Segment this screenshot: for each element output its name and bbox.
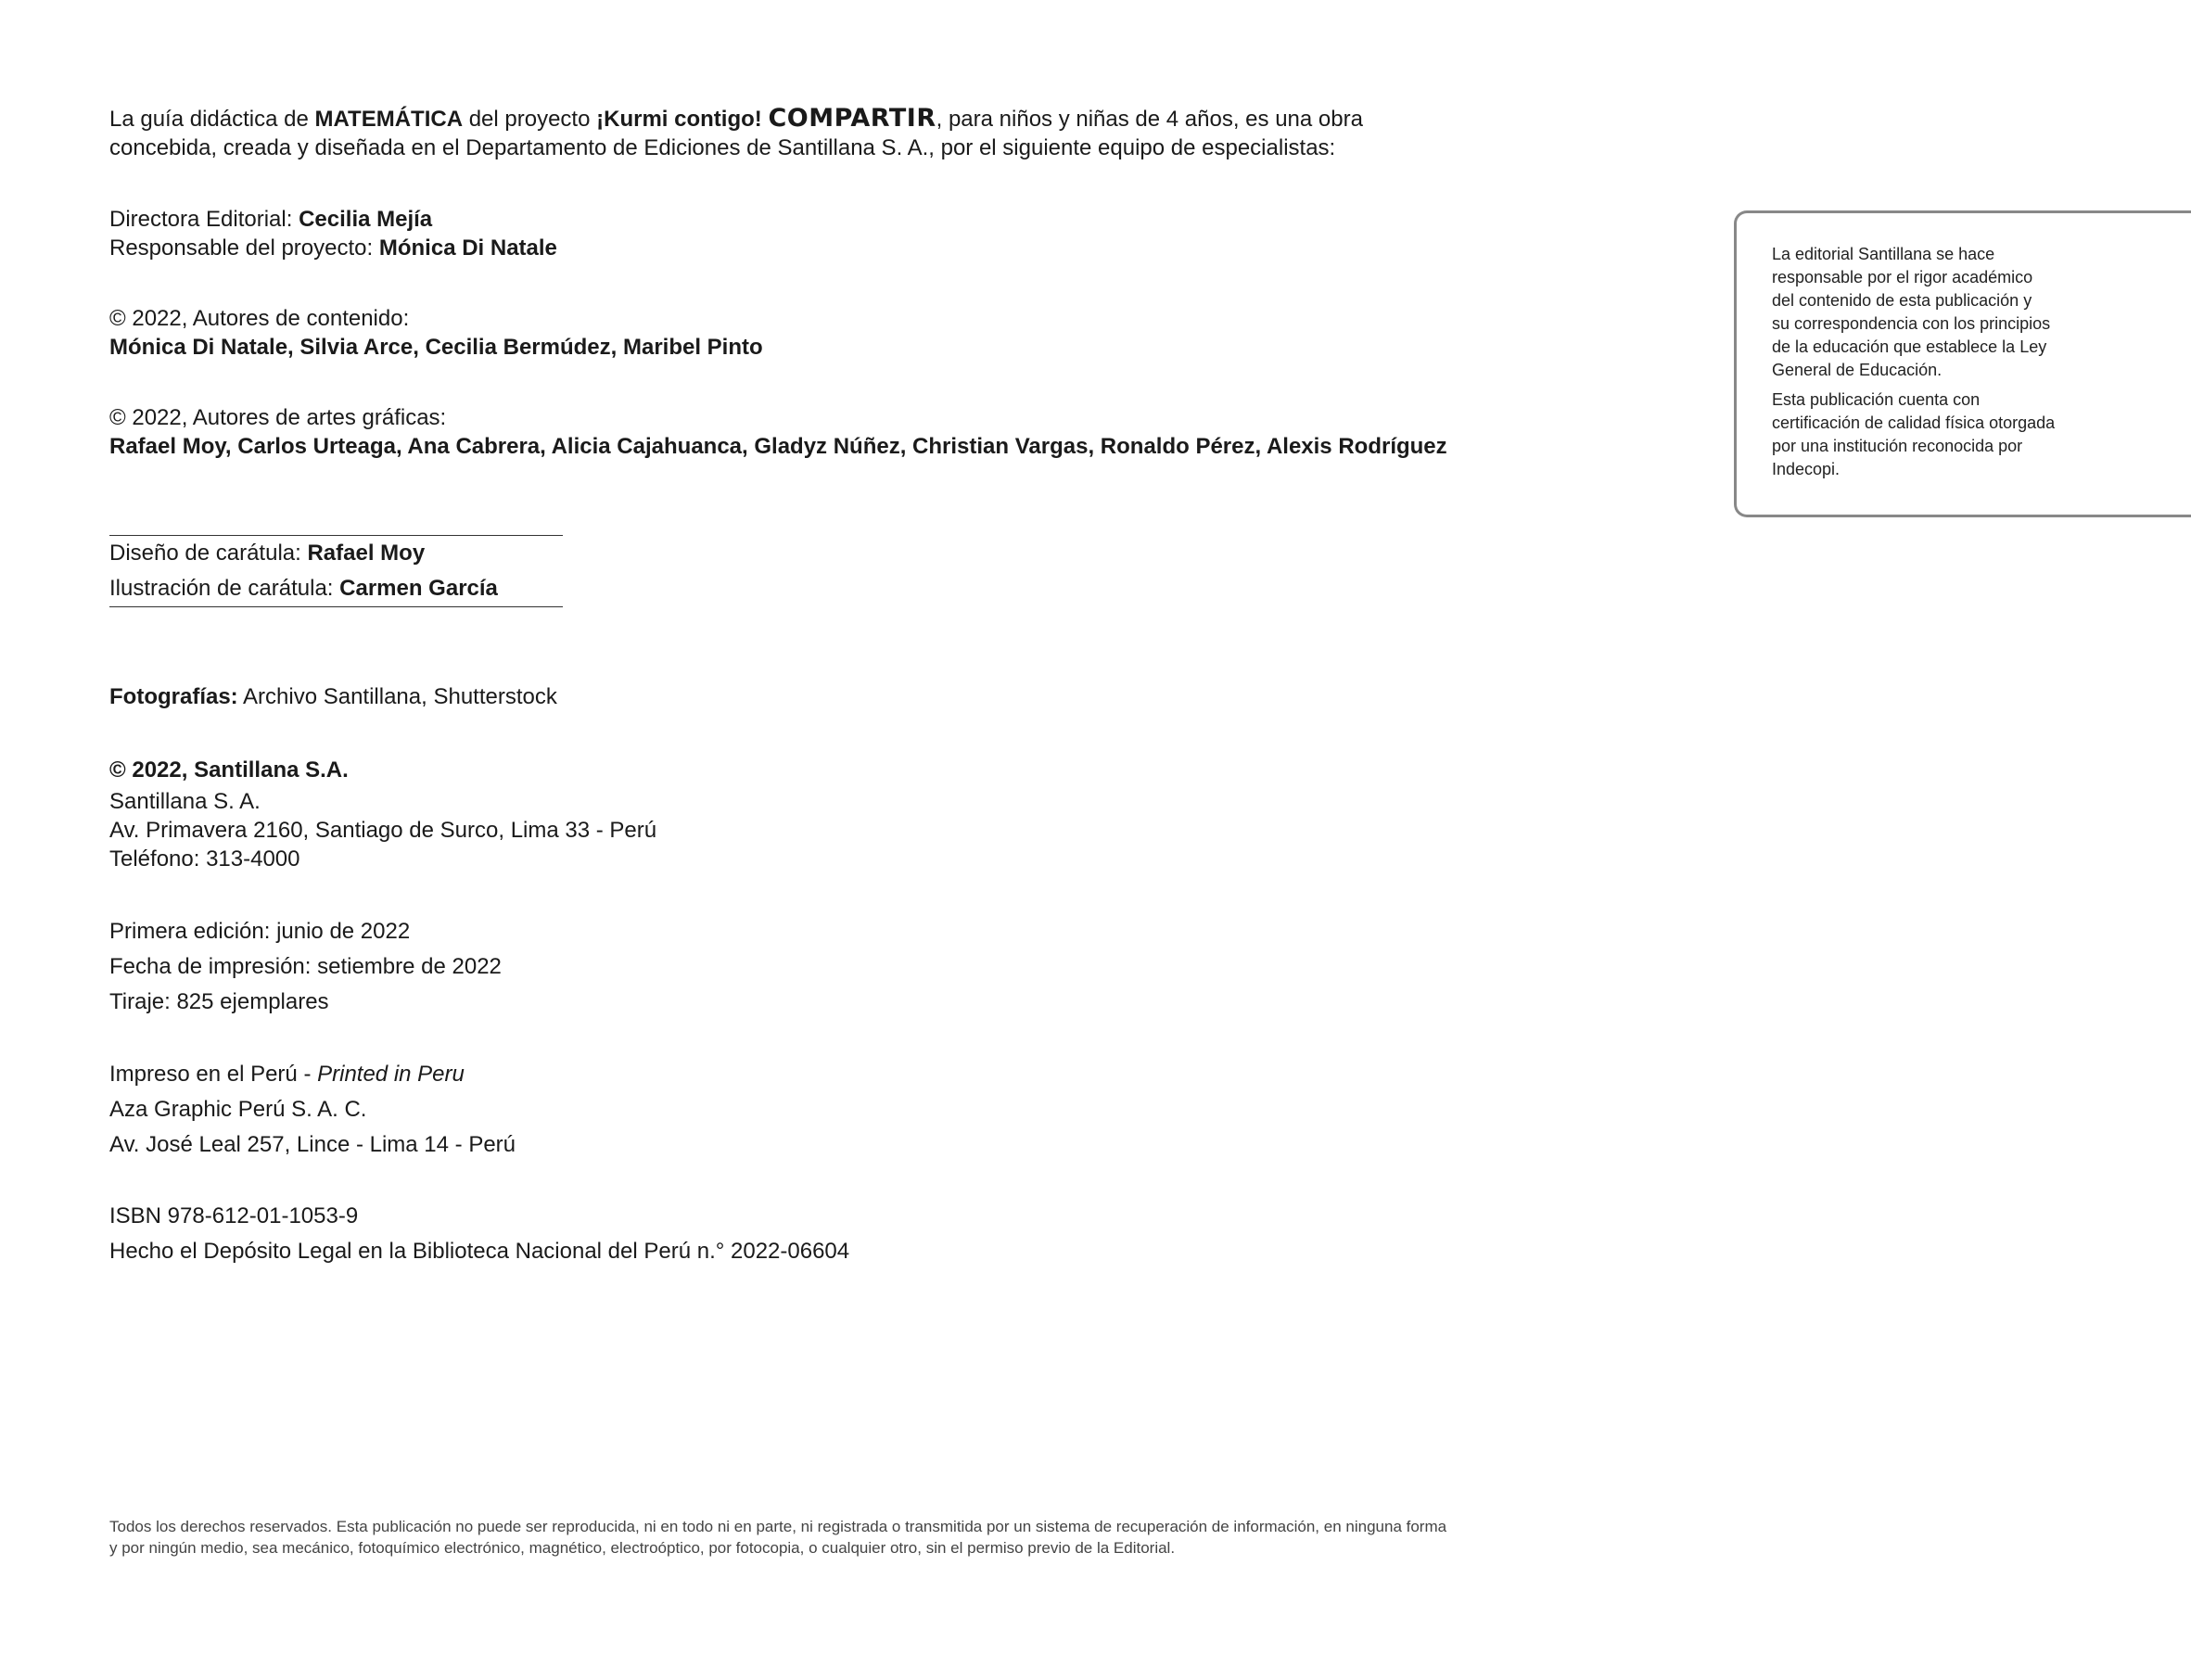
- rights-reserved-notice: [109, 1516, 1446, 1559]
- print-date: Fecha de impresión: setiembre de 2022: [109, 954, 502, 979]
- project-name: ¡Kurmi contigo!: [596, 107, 762, 132]
- photos-line: [109, 682, 557, 711]
- print-run: Tiraje: 825 ejemplares: [109, 989, 329, 1014]
- intro-paragraph: [109, 104, 1363, 162]
- responsible-line: [109, 234, 557, 262]
- art-authors-names: Rafael Moy, Carlos Urteaga, Ana Cabrera, Alicia Cajahuanca, Gladyz Núñez, Christian Vargas, Ronaldo Pérez, Alexis Rodríguez: [109, 434, 1447, 459]
- publisher-name: Santillana S. A.: [109, 789, 261, 814]
- intro-line-1: [109, 104, 1363, 134]
- intro-text: del proyecto: [463, 107, 597, 132]
- intro-line-2: concebida, creada y diseñada en el Departamento de Ediciones de Santillana S. A., por el siguiente equipo de especialistas:: [109, 135, 1336, 160]
- notice-line: de la educación que establece la Ley: [1772, 337, 2047, 356]
- cover-design-label: Diseño de carátula:: [109, 541, 308, 566]
- printed-in-line: [109, 1057, 516, 1092]
- editorial-team: [109, 205, 557, 262]
- publisher-info: [109, 754, 656, 873]
- isbn: ISBN 978-612-01-1053-9: [109, 1203, 359, 1228]
- photos-credit: [109, 682, 557, 711]
- intro-text: , para niños y niñas de 4 años, es una obra: [936, 107, 1363, 132]
- subject-name: MATEMÁTICA: [314, 107, 464, 132]
- series-name: COMPARTIR: [768, 104, 936, 133]
- legal-deposit: Hecho el Depósito Legal en la Biblioteca Nacional del Perú n.° 2022-06604: [109, 1239, 850, 1264]
- notice-line: certificación de calidad física otorgada: [1772, 414, 2056, 432]
- notice-text: [1772, 243, 2087, 488]
- printed-in-label: Impreso en el Perú -: [109, 1062, 318, 1087]
- art-authors: [109, 403, 1447, 461]
- cover-illustration-label: Ilustración de carátula:: [109, 576, 340, 601]
- publisher-address: Av. Primavera 2160, Santiago de Surco, Lima 33 - Perú: [109, 818, 657, 843]
- cover-illustration-name: Carmen García: [339, 576, 498, 601]
- content-authors-names: Mónica Di Natale, Silvia Arce, Cecilia Bermúdez, Maribel Pinto: [109, 335, 763, 360]
- notice-line: Indecopi.: [1772, 460, 1841, 478]
- rights-line-1: Todos los derechos reservados. Esta publicación no puede ser reproducida, ni en todo ni en parte, ni registrada o transmitida por un sistema de recuperación de información, en ninguna forma: [109, 1518, 1447, 1535]
- responsible-label: Responsable del proyecto:: [109, 235, 379, 261]
- art-authors-label: © 2022, Autores de artes gráficas:: [109, 405, 447, 430]
- cover-illustration-line: [109, 571, 498, 606]
- printer-name: Aza Graphic Perú S. A. C.: [109, 1097, 367, 1122]
- notice-line: responsable por el rigor académico: [1772, 268, 2033, 286]
- content-authors-label: © 2022, Autores de contenido:: [109, 306, 410, 331]
- printer-address: Av. José Leal 257, Lince - Lima 14 - Perú: [109, 1132, 516, 1157]
- notice-line: Esta publicación cuenta con: [1772, 390, 1981, 409]
- edition-info: [109, 914, 502, 1020]
- photos-value: Archivo Santillana, Shutterstock: [237, 684, 557, 709]
- printed-in-english: Printed in Peru: [317, 1062, 465, 1087]
- director-name: Cecilia Mejía: [299, 207, 433, 232]
- first-edition: Primera edición: junio de 2022: [109, 919, 411, 944]
- notice-line: del contenido de esta publicación y: [1772, 291, 2032, 310]
- publisher-phone: Teléfono: 313-4000: [109, 846, 300, 872]
- notice-line: por una institución reconocida por: [1772, 437, 2023, 455]
- content-authors: [109, 304, 763, 362]
- responsible-name: Mónica Di Natale: [378, 235, 557, 261]
- notice-line: La editorial Santillana se hace: [1772, 245, 1995, 263]
- intro-text: La guía didáctica de: [109, 107, 315, 132]
- cover-design-line: [109, 536, 498, 571]
- director-line: [109, 205, 557, 234]
- photos-label: Fotografías:: [109, 684, 238, 709]
- notice-line: su correspondencia con los principios: [1772, 314, 2051, 333]
- publisher-copyright: © 2022, Santillana S.A.: [109, 757, 349, 783]
- notice-paragraph-2: [1772, 388, 2087, 481]
- director-label: Directora Editorial:: [109, 207, 299, 232]
- notice-paragraph-1: [1772, 243, 2087, 382]
- cover-rule-bottom: [109, 606, 563, 607]
- cover-design-name: Rafael Moy: [307, 541, 426, 566]
- printer-info: [109, 1057, 516, 1163]
- rights-line-2: y por ningún medio, sea mecánico, fotoquímico electrónico, magnético, electroóptico, por fotocopia, o cualquier otro, sin el permiso previo de la Editorial.: [109, 1539, 1176, 1557]
- cover-credits: [109, 536, 498, 606]
- isbn-info: [109, 1199, 849, 1269]
- notice-line: General de Educación.: [1772, 361, 1943, 379]
